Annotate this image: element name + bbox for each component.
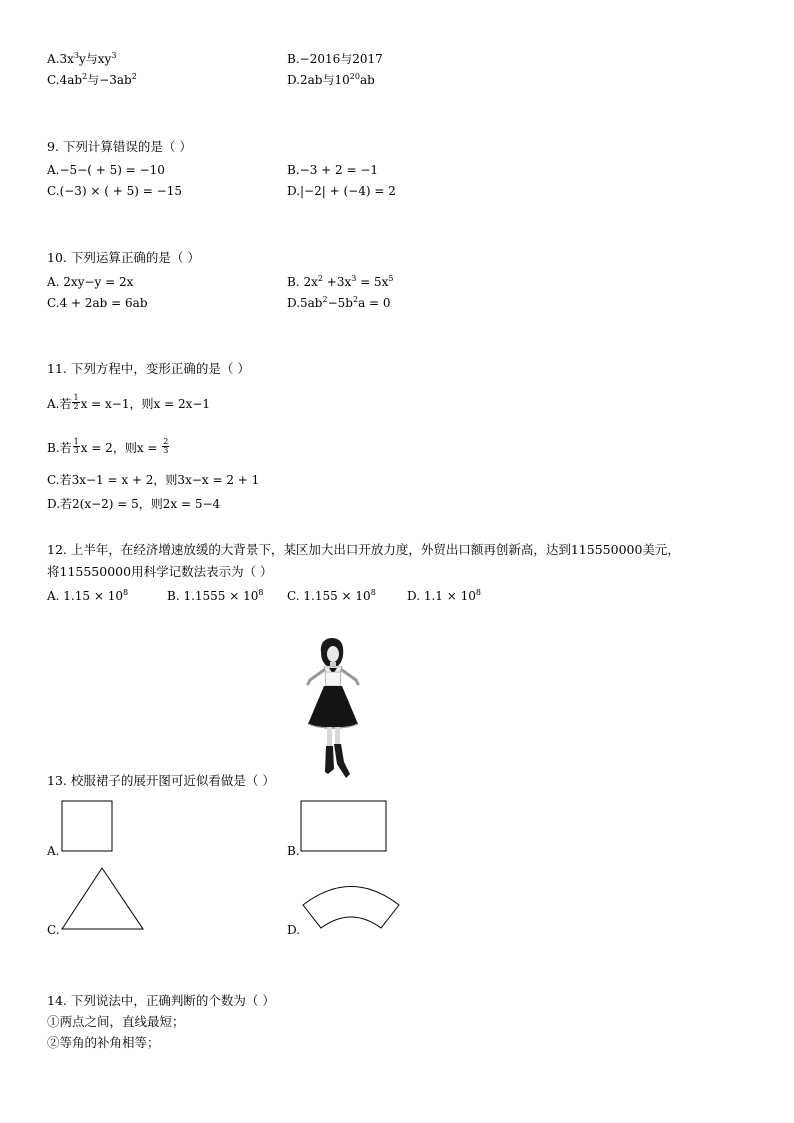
rectangle-shape xyxy=(300,800,388,853)
q12-option-a: A. $1.15 \times 10^8$ xyxy=(47,588,129,603)
q12-option-d: D. $1.1 \times 10^8$ xyxy=(407,588,481,603)
q12-stem-line2: 将115550000用科学记数法表示为（ ） xyxy=(47,564,273,579)
q11-option-a: A.若 $\frac{1}{2}$ x = x−1，则x = 2x−1 xyxy=(47,393,211,411)
q10-option-d: $D.5ab^2-5b^2a = 0$ xyxy=(287,295,391,310)
fraction-one-third: $\frac{1}{3}$ xyxy=(73,437,79,455)
q10-option-b: B. $2x^2 +3x^3 = 5x^5$ xyxy=(287,274,394,289)
q10-option-a: A. 2xy−y = 2x xyxy=(47,275,134,289)
q10-stem: 10. 下列运算正确的是（ ） xyxy=(47,250,200,265)
q9-option-d: D.|−2| + (−4) = 2 xyxy=(287,184,396,198)
schoolgirl-skirt-illustration xyxy=(300,634,366,784)
fraction-one-half: $\frac{1}{2}$ xyxy=(73,393,79,411)
q12-stem-line1: 12. 上半年，在经济增速放缓的大背景下，某区加大出口开放力度，外贸出口额再创新高，达到115550000美元， xyxy=(47,542,680,557)
triangle-shape xyxy=(60,866,146,932)
q11-option-d: D.若2(x−2) = 5，则2x = 5−4 xyxy=(47,497,221,511)
q13-stem: 13. 校服裙子的展开图可近似看做是（ ） xyxy=(47,773,275,788)
fraction-two-thirds: $\frac{2}{3}$ xyxy=(163,437,169,455)
q13-option-c-label: C. xyxy=(47,923,60,937)
q8-option-c: $C.4ab^2$与$-3ab^2$ xyxy=(47,72,137,87)
q9-option-c: C.(−3) × ( + 5) = −15 xyxy=(47,184,182,198)
q14-stem: 14. 下列说法中，正确判断的个数为（ ） xyxy=(47,993,275,1008)
q10-option-c: C.4 + 2ab = 6ab xyxy=(47,296,148,310)
q14-item-1: ①两点之间，直线最短； xyxy=(47,1014,185,1029)
q9-stem: 9. 下列计算错误的是（ ） xyxy=(47,139,192,154)
q13-option-b-label: B. xyxy=(287,844,300,858)
q8-option-d: D.2ab与$10^{20}ab$ xyxy=(287,72,375,87)
q13-option-d-label: D. xyxy=(287,923,301,937)
q13-option-a-label: A. xyxy=(47,844,60,858)
q9-option-b: B.−3 + 2 = −1 xyxy=(287,163,379,177)
q12-option-b: B. $1.1555 \times 10^8$ xyxy=(167,588,264,603)
q12-option-c: C. $1.155 \times 10^8$ xyxy=(287,588,376,603)
q11-stem: 11. 下列方程中，变形正确的是（ ） xyxy=(47,361,250,376)
q11-option-c: C.若3x−1 = x + 2，则3x−x = 2 + 1 xyxy=(47,473,260,487)
q14-item-2: ②等角的补角相等； xyxy=(47,1035,160,1050)
q8-option-a: $A.3x^3y$与$xy^3$ xyxy=(47,51,117,66)
q9-option-a: A.−5−( + 5) = −10 xyxy=(47,163,165,177)
q8-option-b: B.−2016与2017 xyxy=(287,52,383,66)
square-shape xyxy=(61,800,115,853)
annular-sector-shape xyxy=(300,880,404,932)
q11-option-b: B.若 $\frac{1}{3}$ x = 2，则x = $\frac{2}{3}$ xyxy=(47,437,169,455)
